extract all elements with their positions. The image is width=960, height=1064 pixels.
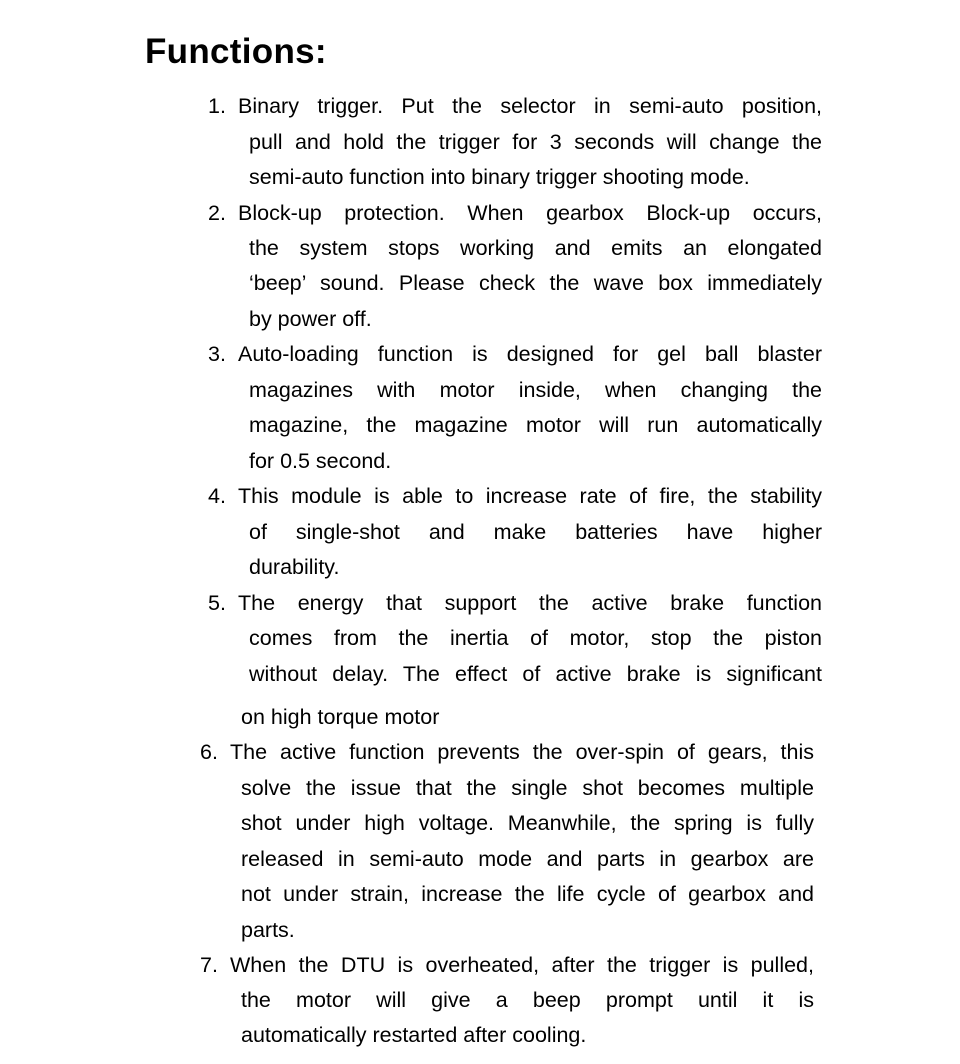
list-item-2-line-2: the system stops working and emits an elongated [249,236,822,260]
list-item-6-line-1 [200,734,814,770]
list-item-1-line-3: semi-auto function into binary trigger shooting mode. [249,165,750,189]
list-item-number: 4. [208,484,226,508]
list-item-3-line-1 [208,336,822,372]
list-item-5-line-2: comes from the inertia of motor, stop the piston [249,626,822,650]
list-item-text: Binary trigger. Put the selector in semi-auto position, [238,94,822,118]
list-item-2-line-4: by power off. [249,307,372,331]
list-item-5-line-4: on high torque motor [241,705,440,729]
list-item-number: 7. [200,953,218,977]
list-item-3-line-4: for 0.5 second. [249,449,392,473]
list-item-text: The energy that support the active brake function [238,591,822,615]
list-item-2-line-3: ‘beep’ sound. Please check the wave box immediately [249,271,822,295]
list-item-1-line-1 [208,88,822,124]
list-item-6-line-5: not under strain, increase the life cycle of gearbox and [241,882,814,906]
list-item-1-line-2: pull and hold the trigger for 3 seconds will change the [249,130,822,154]
list-item-text: This module is able to increase rate of fire, the stability [238,484,822,508]
page-title: Functions: [145,32,327,71]
list-item-6-line-4: released in semi-auto mode and parts in gearbox are [241,847,814,871]
list-item-4-line-2: of single-shot and make batteries have higher [249,520,822,544]
list-item-5-line-3: without delay. The effect of active brake is significant [249,662,822,686]
list-item-3-line-3: magazine, the magazine motor will run automatically [249,413,822,437]
list-item-text: The active function prevents the over-spin of gears, this [230,740,814,764]
list-item-4-line-1 [208,478,822,514]
list-item-number: 6. [200,740,218,764]
list-item-text: When the DTU is overheated, after the trigger is pulled, [230,953,814,977]
list-item-text: Auto-loading function is designed for gel ball blaster [238,342,822,366]
list-item-7-line-2: the motor will give a beep prompt until it is [241,988,814,1012]
list-item-2-line-1 [208,195,822,231]
list-item-number: 5. [208,591,226,615]
list-item-number: 2. [208,201,226,225]
list-item-5-line-1 [208,585,822,621]
list-item-4-line-3: durability. [249,555,340,579]
list-item-6-line-6: parts. [241,918,295,942]
list-item-text: Block-up protection. When gearbox Block-up occurs, [238,201,822,225]
list-item-3-line-2: magazines with motor inside, when changing the [249,378,822,402]
list-item-6-line-2: solve the issue that the single shot becomes multiple [241,776,814,800]
list-item-number: 3. [208,342,226,366]
list-item-number: 1. [208,94,226,118]
list-item-6-line-3: shot under high voltage. Meanwhile, the spring is fully [241,811,814,835]
list-item-7-line-1 [200,947,814,983]
list-item-7-line-3: automatically restarted after cooling. [241,1023,587,1047]
